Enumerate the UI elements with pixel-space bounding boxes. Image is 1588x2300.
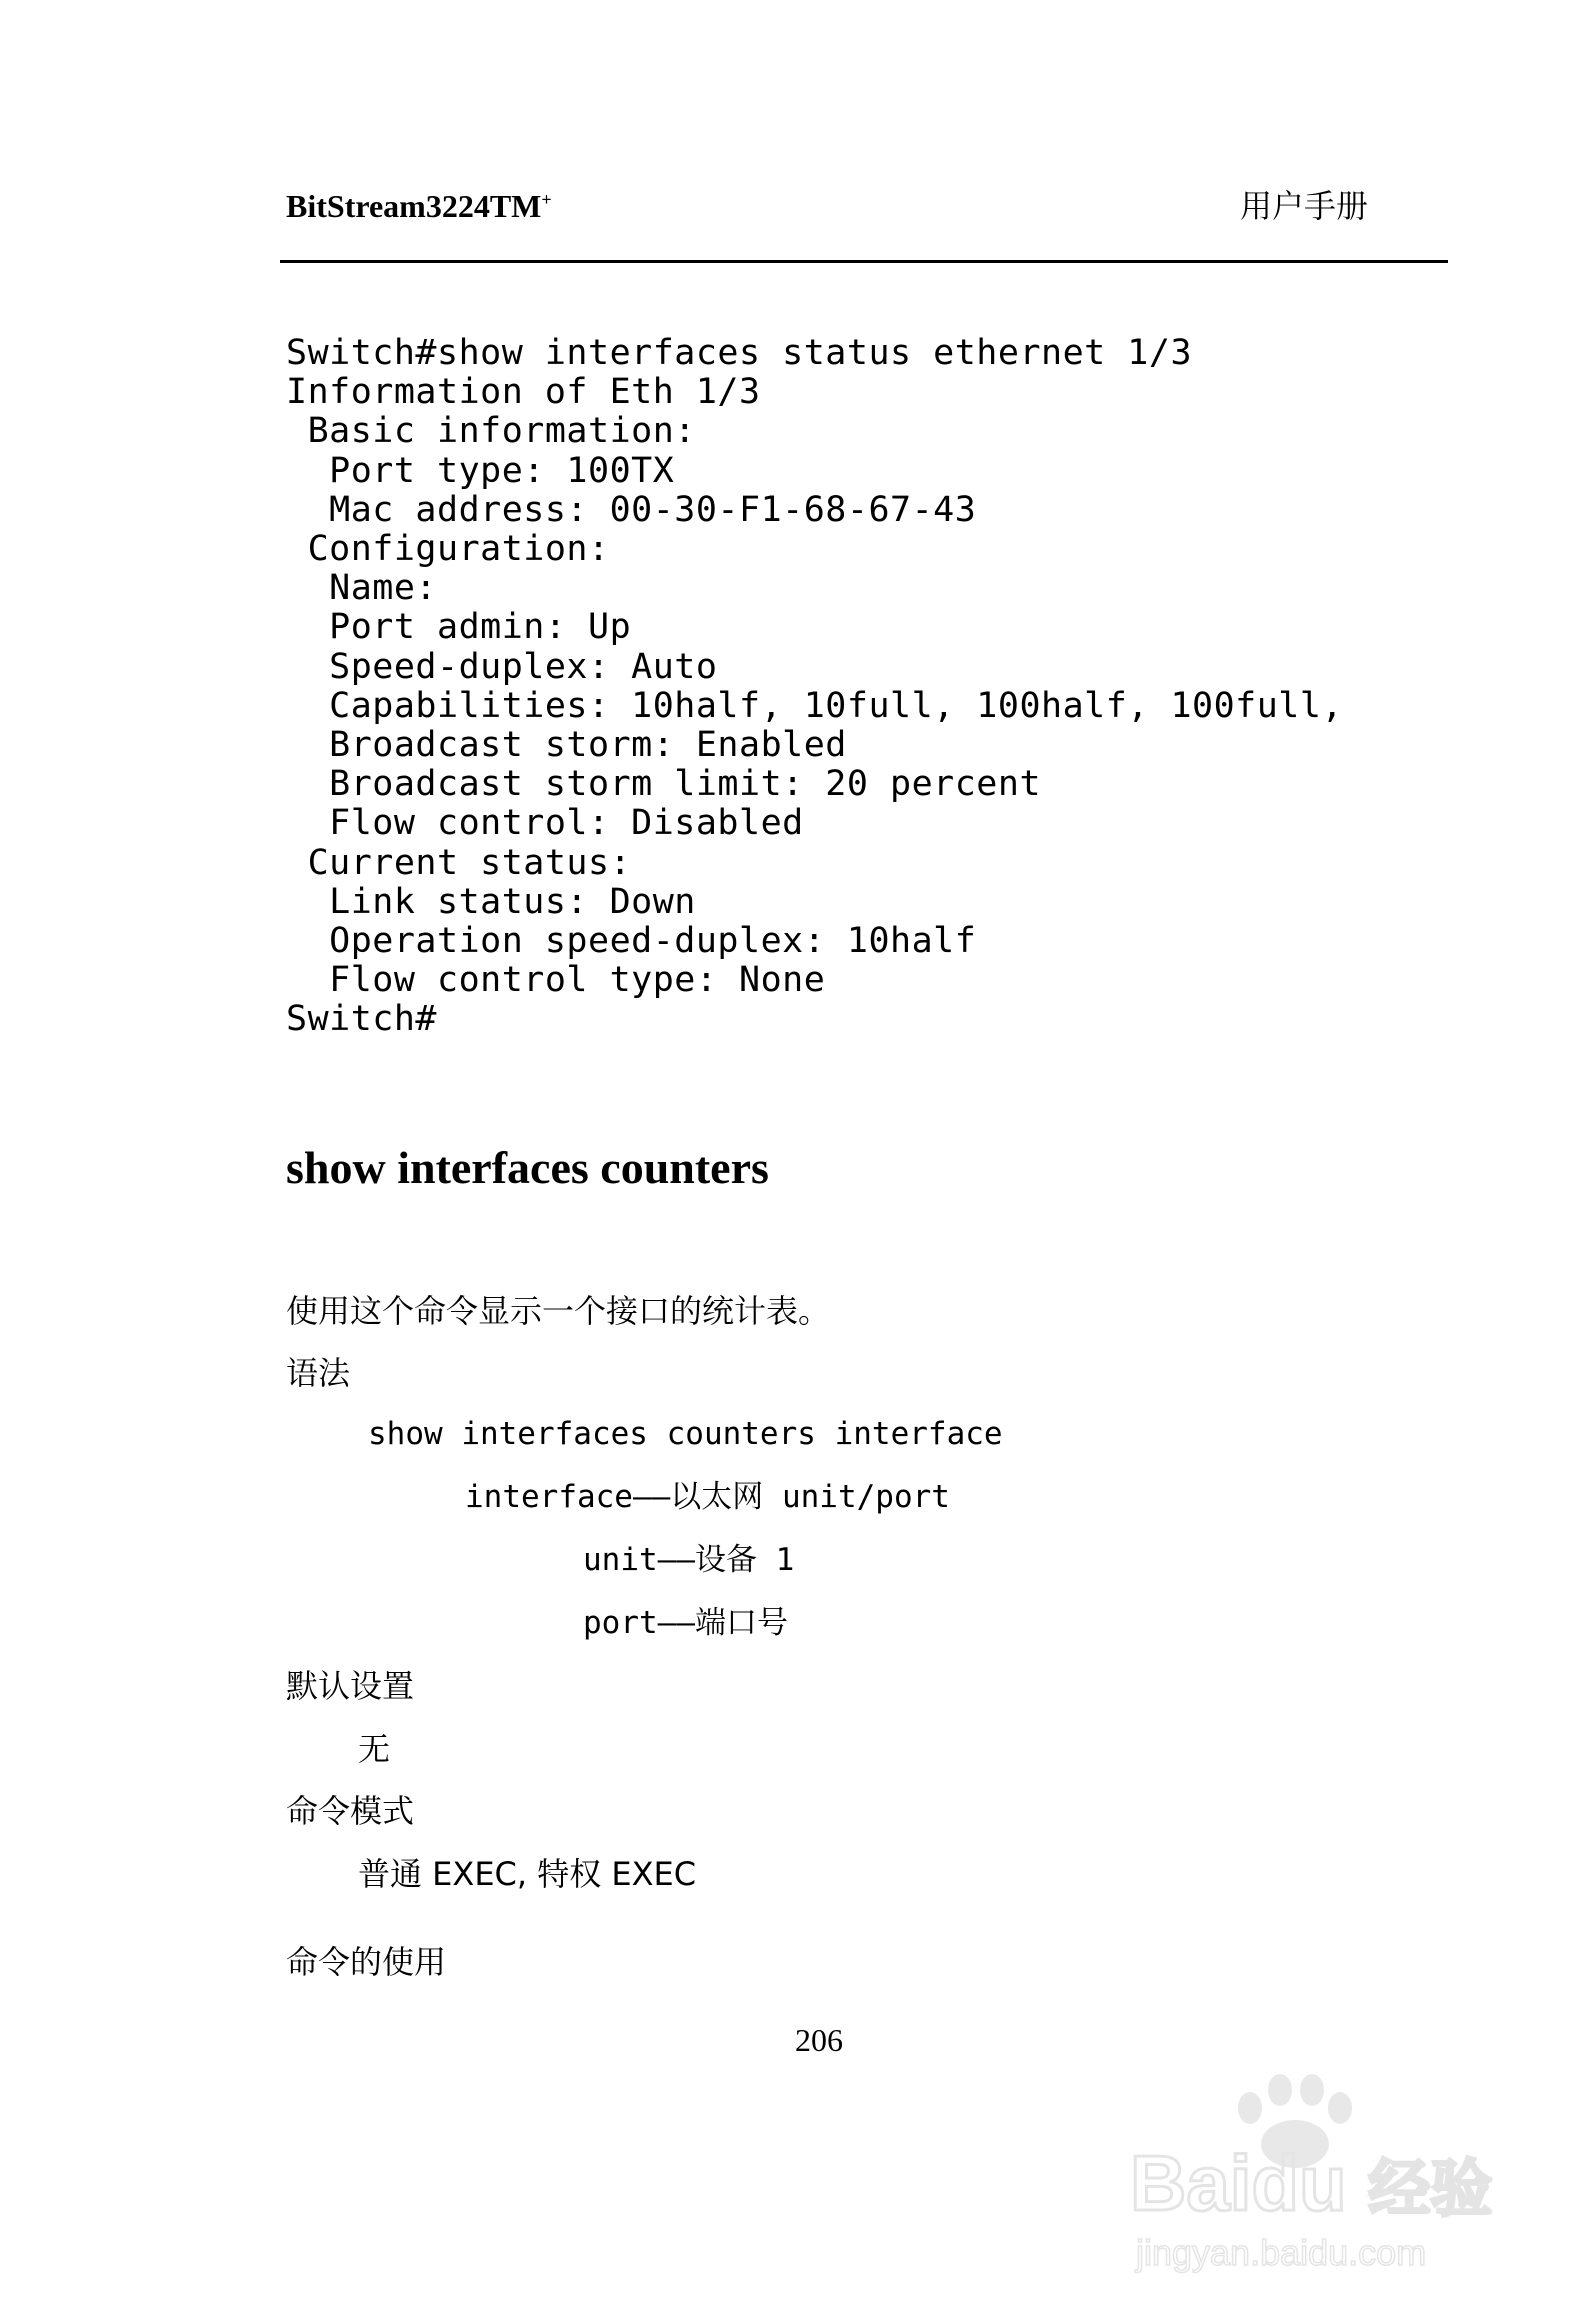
console-output: Switch#show interfaces status ethernet 1/3 Information of Eth 1/3 Basic information: Port type: 100TX Mac address: 00-30-F1-68-67-43 Configuration: Name: Port admin: Up Speed-duplex: Auto Capabilities: 10half, 10full, 100half, 100full, Broadcast storm: Enabled Broadcast storm limit: 20 percent Flow control: Disabled Current status: Link status: Down Operation speed-duplex: 10half Flow control type: None Switch# xyxy=(286,333,1344,1040)
mode-label: 命令模式 xyxy=(286,1792,415,1830)
header-product-name: BitStream3224TM+ xyxy=(286,188,552,224)
default-value: 无 xyxy=(358,1730,391,1768)
syntax-interface-param: interface——以太网 unit/port xyxy=(465,1479,950,1515)
syntax-port-param: port——端口号 xyxy=(583,1605,788,1641)
default-label: 默认设置 xyxy=(286,1667,415,1705)
watermark-brand: Baidu 经验 xyxy=(1130,2139,1493,2227)
command-description: 使用这个命令显示一个接口的统计表。 xyxy=(286,1292,831,1330)
header-manual-title: 用户手册 xyxy=(1239,187,1368,225)
page-number: 206 xyxy=(795,2022,843,2058)
syntax-command: show interfaces counters interface xyxy=(368,1416,1003,1452)
header-product-sup: + xyxy=(541,189,552,210)
syntax-label: 语法 xyxy=(286,1354,351,1392)
header-divider xyxy=(280,260,1448,263)
syntax-unit-param: unit——设备 1 xyxy=(583,1542,795,1578)
mode-value: 普通 EXEC, 特权 EXEC xyxy=(358,1855,697,1893)
section-title: show interfaces counters xyxy=(286,1142,769,1193)
watermark-url: jingyan.baidu.com xyxy=(1136,2232,1427,2273)
usage-label: 命令的使用 xyxy=(286,1943,447,1981)
baidu-jingyan-watermark xyxy=(1130,2060,1500,2280)
